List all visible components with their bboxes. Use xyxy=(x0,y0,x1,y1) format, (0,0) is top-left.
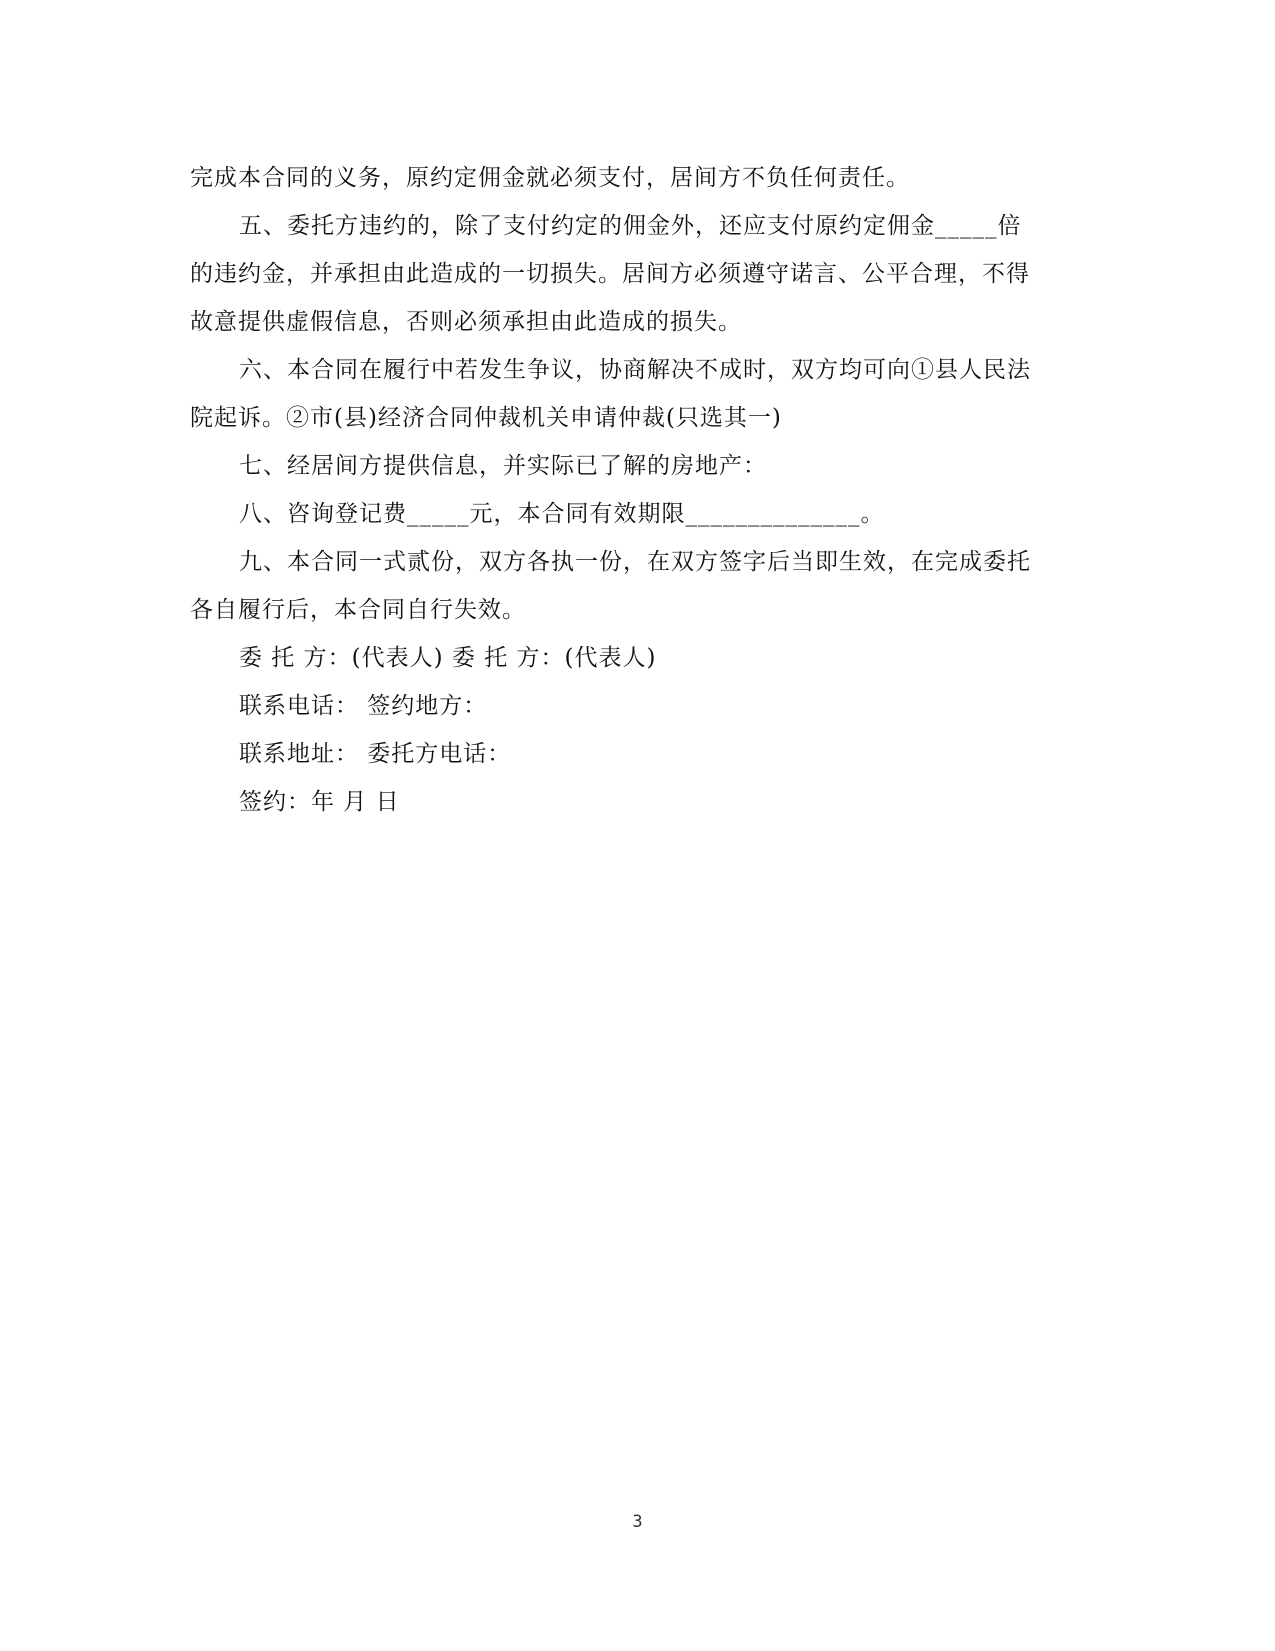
text-line: 院起诉。②市(县)经济合同仲裁机关申请仲裁(只选其一) xyxy=(190,405,782,431)
page-number: 3 xyxy=(632,1512,643,1532)
clause-five-line: 五、委托方违约的，除了支付约定的佣金外，还应支付原约定佣金_____倍 xyxy=(239,213,1022,239)
clause-eight-line: 八、咨询登记费_____元，本合同有效期限______________。 xyxy=(239,501,885,527)
clause-nine-line: 九、本合同一式贰份，双方各执一份，在双方签字后当即生效，在完成委托 xyxy=(239,549,1031,575)
text-line: 故意提供虚假信息，否则必须承担由此造成的损失。 xyxy=(190,309,742,335)
document-body xyxy=(190,154,1060,826)
text-line: 完成本合同的义务，原约定佣金就必须支付，居间方不负任何责任。 xyxy=(190,165,910,191)
signature-phone-line: 联系电话： 签约地方： xyxy=(239,693,488,719)
signature-parties-line: 委 托 方：(代表人) 委 托 方：(代表人) xyxy=(239,645,657,671)
text-line: 各自履行后，本合同自行失效。 xyxy=(190,597,526,623)
signature-address-line: 联系地址： 委托方电话： xyxy=(239,741,512,767)
clause-seven-line: 七、经居间方提供信息，并实际已了解的房地产： xyxy=(239,453,767,479)
clause-six-line: 六、本合同在履行中若发生争议，协商解决不成时，双方均可向①县人民法 xyxy=(239,357,1031,383)
text-line: 的违约金，并承担由此造成的一切损失。居间方必须遵守诺言、公平合理，不得 xyxy=(190,261,1030,287)
signature-date-line: 签约：年 月 日 xyxy=(239,789,400,815)
